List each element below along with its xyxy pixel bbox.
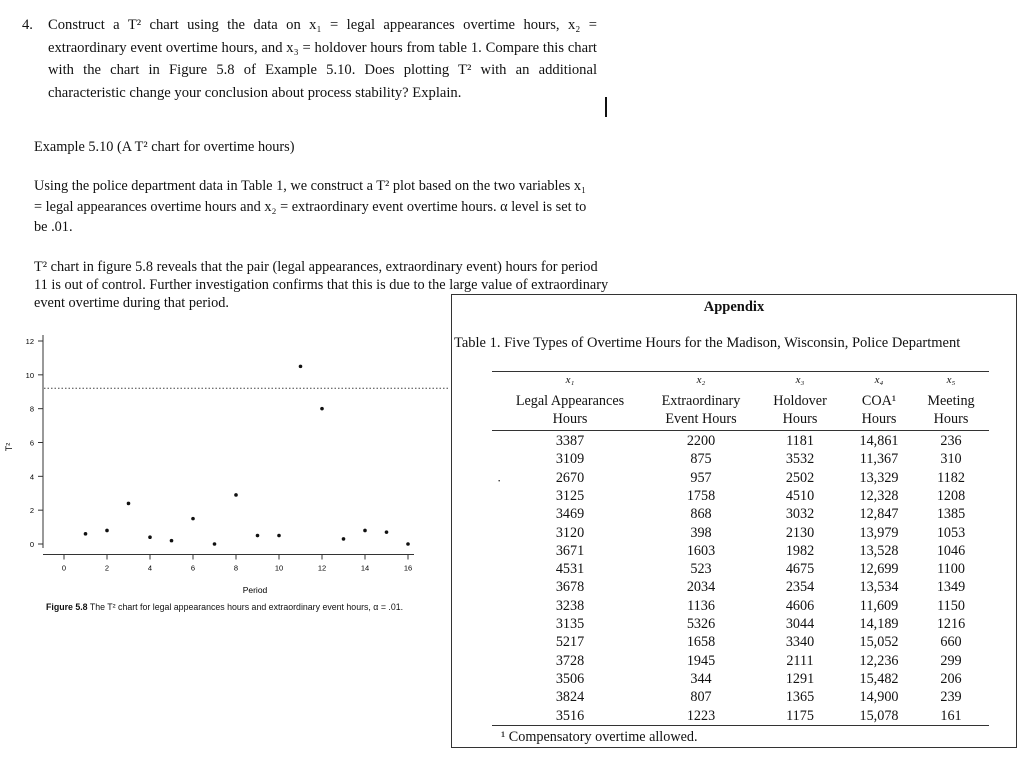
column-variable: x₃ [795,374,805,386]
data-point [191,517,195,521]
y-tick-label: 4 [29,472,34,482]
y-tick-label: 10 [25,370,34,380]
table-cell: 807 [690,689,712,706]
figure-caption [46,601,446,613]
table-cell: 3671 [555,542,585,559]
figure-5-8 [0,325,450,602]
data-point [234,493,238,497]
data-point [277,534,281,538]
table-cell: 398 [690,524,712,541]
table-cell: 13,534 [859,579,899,596]
data-point [105,529,109,533]
table-cell: 3135 [555,616,585,632]
x-tick-label: 10 [274,563,284,573]
data-point [148,535,152,539]
table-cell: 1216 [936,616,966,632]
column-header: Meeting [927,393,975,409]
column-variable: x₅ [946,374,956,386]
table-cell: 206 [940,670,962,687]
appendix-title: Appendix [703,299,765,315]
table-cell: 660 [940,634,962,651]
column-header: Hours [782,411,818,427]
y-tick-label: 12 [25,337,34,346]
table-cell: 14,189 [859,616,899,632]
figure-caption-label: Figure 5.8 [46,602,88,612]
table-footnote: ¹ Compensatory overtime allowed. [501,729,698,745]
question-4 [22,14,597,104]
question-number: 4. [22,17,33,33]
table-cell: 1365 [785,689,815,706]
table-caption: Table 1. Five Types of Overtime Hours for the Madison, Wisconsin, Police Department [454,335,961,351]
table-cell: 4675 [785,561,815,578]
x-tick-label: 16 [403,563,413,573]
table-cell: 2354 [785,579,815,596]
table-cell: 3387 [555,433,585,449]
table-cell: 4606 [785,597,815,614]
table-cell: 5326 [686,616,716,632]
table-cell: 2670 [555,469,585,486]
table-cell: 875 [690,451,712,468]
table-cell: 161 [940,707,962,724]
column-variable: x₁ [565,374,575,386]
table-cell: 3506 [555,670,585,687]
table-cell: 957 [690,469,712,486]
table-cell: 1182 [937,469,965,486]
table-cell: 523 [690,561,712,578]
table-cell: 3340 [785,634,815,651]
table-cell: 4531 [555,561,585,578]
table-cell: 2111 [786,652,814,669]
column-header: Hours [933,411,969,427]
table-cell: 12,328 [859,487,899,504]
stray-dot: · [497,473,502,488]
table-bottom-rule [492,725,989,726]
data-point [342,537,346,541]
column-header: Legal Appearances [515,393,625,409]
table-cell: 310 [940,451,962,468]
column-header: Extraordinary [661,393,741,409]
table-cell: 3238 [555,597,585,614]
table-cell: 1349 [936,579,966,596]
table-cell: 14,900 [859,689,899,706]
data-point [213,542,217,546]
table-cell: 3824 [555,689,585,706]
x-tick-label: 8 [233,563,239,573]
table-cell: 3532 [785,451,815,468]
table-cell: 1982 [785,542,815,559]
data-point [363,529,367,533]
table-cell: 1758 [686,487,716,504]
example-paragraph-2: T² chart in figure 5.8 reveals that the pair (legal appearances, extraordinary event) hours for period 11 is out of control. Further investigation confirms that this is due to the large value of extraordinary event overtime during that period. [34,259,609,311]
x-tick-label: 0 [61,563,67,573]
table-cell: 1175 [786,707,814,724]
table-cell: 1385 [936,506,966,523]
table-cell: 3469 [555,506,585,523]
table-cell: 2034 [686,579,716,596]
column-header: Hours [861,411,897,427]
x-axis-label: Period [242,585,268,595]
table-cell: 3109 [555,451,585,468]
data-point [84,532,88,536]
x-tick-label: 6 [190,563,196,573]
table-cell: 14,861 [859,433,899,449]
table-cell: 3516 [555,707,585,724]
x-tick-label: 2 [104,563,110,573]
table-cell: 239 [940,689,962,706]
table-cell: 1053 [936,524,966,541]
table-cell: 3125 [555,487,585,504]
column-header: Hours [552,411,588,427]
y-tick-label: 0 [29,540,34,549]
table-cell: 868 [690,506,712,523]
table-cell: 11,609 [859,597,899,614]
column-header: Holdover [773,393,827,409]
table-cell: 15,482 [859,670,899,687]
data-point [256,534,260,538]
table-cell: 236 [940,433,962,449]
appendix-box [451,294,1017,748]
table-cell: 1046 [936,542,966,559]
y-tick-label: 2 [29,506,34,516]
t2-chart [0,325,450,597]
table-cell: 13,979 [859,524,899,541]
table-cell: 299 [940,652,962,669]
y-axis-label: T² [4,442,14,452]
example-paragraph-1: Using the police department data in Table 1, we construct a T² plot based on the two variables x₁ = legal appearances overtime hours and x₂ = extraordinary event overtime hours. α level is set to be .01. [34,178,587,235]
x-tick-label: 12 [317,563,327,573]
table-cell: 3678 [555,579,585,596]
data-point [320,407,324,411]
table-cell: 1658 [686,634,716,651]
column-header: Event Hours [665,411,737,427]
table-cell: 2200 [686,433,716,449]
table-header-rule [492,430,989,431]
table-cell: 1945 [686,652,716,669]
column-variable: x₂ [696,374,706,386]
question-text: Construct a T² chart using the data on x₁ = legal appearances overtime hours, x₂ = extraordinary event overtime hours, and x₃ = holdover hours from table 1. Compare this chart with the chart in Figure 5.8 of Example 5.10. Does plotting T² with an additional characteristic change your conclusion about process stability? Explain. [48,17,597,101]
y-tick-label: 8 [29,404,34,414]
table-cell: 3032 [785,506,815,523]
table-cell: 1150 [937,597,965,614]
table-cell: 344 [690,670,712,687]
table-cell: 1291 [785,670,815,687]
data-point [406,542,410,546]
table-cell: 3044 [785,616,815,632]
figure-caption-text: The T² chart for legal appearances hours and extraordinary event hours, α = .01. [89,602,404,612]
column-variable: x₄ [874,374,884,386]
table-cell: 2130 [785,524,815,541]
table-cell: 1181 [786,433,814,449]
table-cell: 2502 [785,469,815,486]
table-cell: 12,699 [859,561,899,578]
data-point [299,365,303,369]
x-tick-label: 14 [360,563,370,573]
text-cursor [605,97,607,117]
table-cell: 15,078 [859,707,899,724]
data-point [385,530,389,534]
table-cell: 15,052 [859,634,899,651]
table-cell: 4510 [785,487,815,504]
table-cell: 3120 [555,524,585,541]
table-cell: 13,329 [859,469,899,486]
table-cell: 13,528 [859,542,899,559]
table-cell: 1603 [686,542,716,559]
table-cell: 11,367 [859,451,899,468]
table-cell: 1136 [687,597,715,614]
table-top-rule [492,371,989,372]
example-title: Example 5.10 (A T² chart for overtime hours) [34,139,295,155]
data-point [127,502,131,506]
table-cell: 12,236 [859,652,899,669]
table-cell: 12,847 [859,506,899,523]
x-tick-label: 4 [147,563,153,573]
table-cell: 3728 [555,652,585,669]
table-cell: 1100 [937,561,965,578]
table-cell: 1223 [686,707,716,724]
table-cell: 5217 [555,634,585,651]
column-header: COA¹ [861,393,897,409]
data-point [170,539,174,543]
y-tick-label: 6 [29,438,34,448]
table-cell: 1208 [936,487,966,504]
